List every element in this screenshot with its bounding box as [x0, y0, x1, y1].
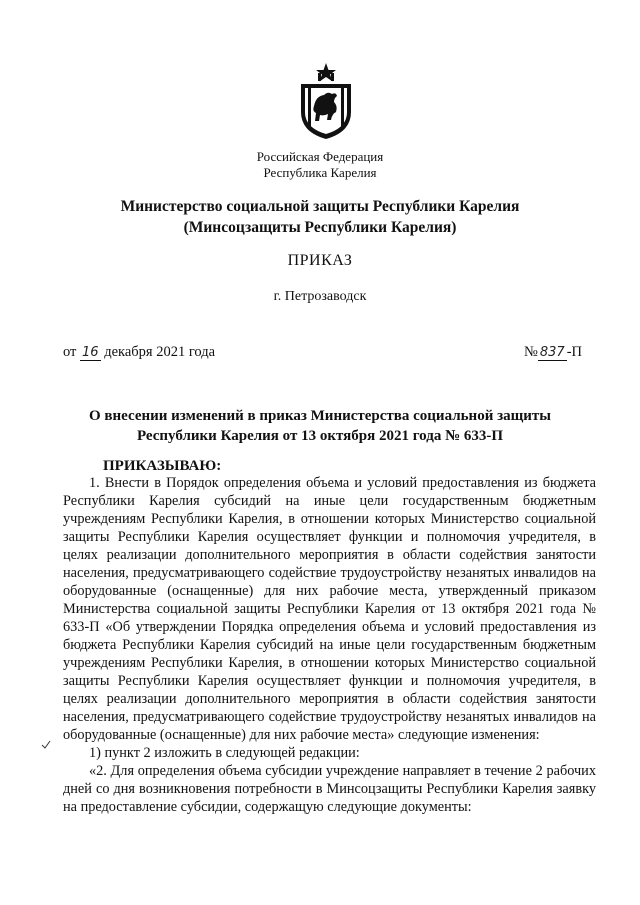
number-prefix: № [524, 344, 538, 360]
ministry-line-2: (Минсоцзащиты Республики Карелия) [183, 219, 457, 236]
paragraph-1: 1. Внести в Порядок определения объема и условий предоставления из бюджета Республики Карелия субсидий на иные цели государственным бюджетным учреждениям Республики Карелия, в отношении которых Министерство социальной защиты Республики Карелия осуществляет функции и полномочия учредителя, в целях реализации дополнительного мероприятия в области содействия занятости населения, предусматривающего содействие трудоустройству незанятых инвалидов на оборудованные (оснащенные) для них рабочие места, утвержденный приказом Министерства социальной защиты Республики Карелия от 13 октября 2021 года № 633-П «Об утверждении Порядка определения объема и условий предоставления из бюджета Республики Карелия субсидий на иные цели государственным бюджетным учреждениям Республики Карелия, в отношении которых Министерство социальной защиты Республики Карелия осуществляет функции и полномочия учредителя, в целях реализации дополнительного мероприятия в области содействия занятости населения, предусматривающего содействие трудоустройству незанятых инвалидов на оборудованные (оснащенные) для них рабочие места» следующие изменения: [63, 475, 596, 743]
document-type: ПРИКАЗ [287, 252, 353, 269]
date-prefix: от [63, 344, 77, 360]
number-suffix: -П [566, 344, 582, 360]
number-handwritten: 837 [539, 345, 565, 360]
order-body [63, 474, 596, 816]
city: г. Петрозаводск [273, 289, 367, 304]
country-line-1: Российская Федерация [256, 149, 384, 164]
date-day-handwritten: 16 [82, 345, 99, 360]
order-number [524, 344, 582, 361]
country-block [0, 149, 640, 181]
order-subject [0, 406, 640, 446]
country-line-2: Республика Карелия [263, 165, 377, 180]
decree-heading: ПРИКАЗЫВАЮ: [103, 458, 222, 474]
order-date [63, 344, 215, 361]
check-mark-icon [41, 740, 51, 750]
subject-line-1: О внесении изменений в приказ Министерства социальной защиты [88, 408, 552, 424]
ministry-line-1: Министерство социальной защиты Республики Карелия [120, 198, 520, 215]
karelia-coat-of-arms-icon [298, 62, 354, 140]
paragraph-3: «2. Для определения объема субсидии учреждение направляет в течение 2 рабочих дней со дня возникновения потребности в Минсоцзащиты Республики Карелия заявку на предоставление субсидии, содержащую следующие документы: [63, 763, 596, 815]
subject-line-2: Республики Карелия от 13 октября 2021 года № 633-П [136, 428, 504, 444]
ministry-name [0, 196, 640, 238]
paragraph-2: 1) пункт 2 изложить в следующей редакции: [89, 745, 360, 761]
date-rest: декабря 2021 года [104, 344, 216, 360]
